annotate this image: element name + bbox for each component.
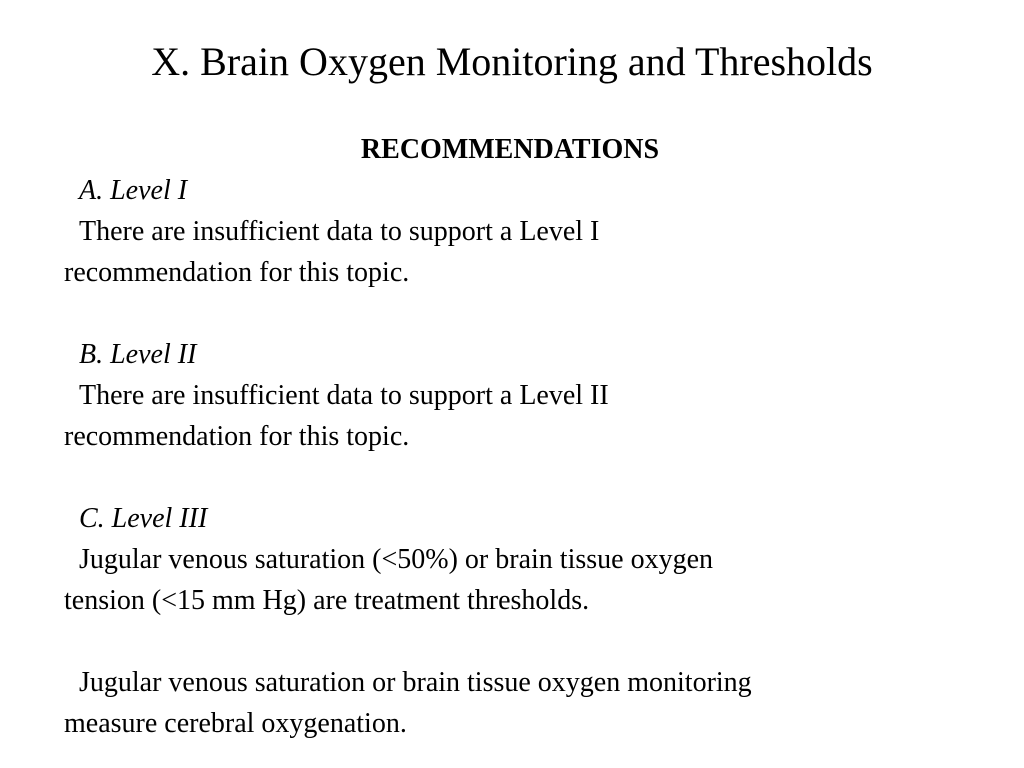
section-text-line: tension (<15 mm Hg) are treatment thresholds.: [64, 585, 590, 616]
spacer: [64, 621, 964, 662]
section-text-line: measure cerebral oxygenation.: [64, 708, 407, 739]
section-text-line: recommendation for this topic.: [64, 257, 410, 288]
section-level-1: [64, 170, 964, 293]
slide-title: X. Brain Oxygen Monitoring and Thresholds: [151, 39, 873, 84]
section-level-3: [64, 498, 964, 744]
recommendations-body: [64, 170, 964, 744]
section-level-2: [64, 334, 964, 457]
spacer: [64, 293, 964, 334]
section-label: B. Level II: [79, 339, 197, 370]
section-label: C. Level III: [79, 503, 208, 534]
section-text-line: Jugular venous saturation or brain tissue oxygen monitoring: [79, 667, 752, 698]
section-text-line: There are insufficient data to support a Level II: [79, 380, 609, 411]
section-text-line: Jugular venous saturation (<50%) or brain tissue oxygen: [79, 544, 713, 575]
section-label: A. Level I: [79, 175, 188, 206]
section-text-line: There are insufficient data to support a Level I: [79, 216, 600, 247]
spacer: [64, 457, 964, 498]
section-text-line: recommendation for this topic.: [64, 421, 410, 452]
recommendations-heading: RECOMMENDATIONS: [360, 134, 660, 165]
